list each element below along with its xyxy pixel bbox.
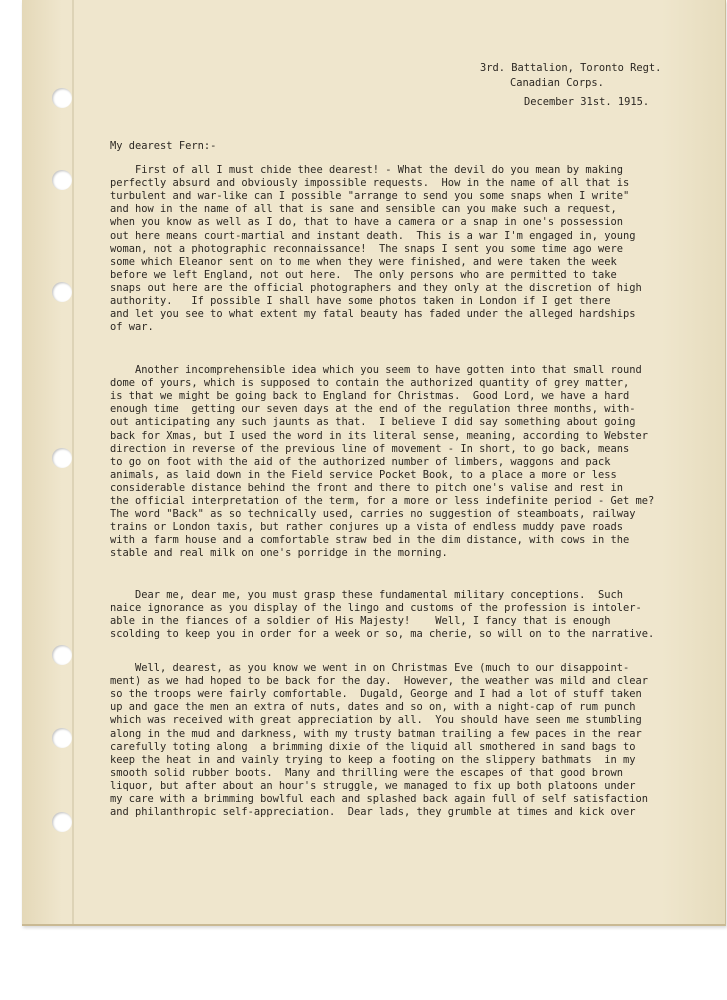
letter-line: Dear me, dear me, you must grasp these fundamental military conceptions. Such [110, 589, 623, 601]
letter-line: when you know as well as I do, that to have a camera or a snap in one's possession [110, 216, 623, 229]
binder-hole [52, 645, 72, 665]
salutation: My dearest Fern:- [110, 140, 217, 152]
binder-hole [52, 448, 72, 468]
binder-hole [52, 282, 72, 302]
letter-line: naice ignorance as you display of the lingo and customs of the profession is intoler- [110, 602, 642, 615]
letter-line: back for Xmas, but I used the word in its literal sense, meaning, according to Webster [110, 429, 648, 442]
letter-line: up and gace the men an extra of nuts, dates and so on, with a night-cap of rum punch [110, 701, 636, 714]
letter-line: liquor, but after about an hour's struggle, we managed to fix up both platoons under [110, 779, 636, 792]
letter-line: authority. If possible I shall have some photos taken in London if I get there [110, 295, 611, 307]
letter-line: perfectly absurd and obviously impossible requests. How in the name of all that is [110, 177, 630, 190]
letter-line: smooth solid rubber boots. Many and thrilling were the escapes of that good brown [110, 766, 623, 779]
letter-line: Another incomprehensible idea which you seem to have gotten into that small round [110, 364, 642, 376]
letter-line: considerable distance behind the front and there to pitch one's valise and rest in [110, 481, 623, 494]
letter-line: before we left England, not out here. The only persons who are permitted to take [110, 268, 617, 281]
binder-hole [52, 170, 72, 190]
letter-line: animals, as laid down in the Field service Pocket Book, to a place a more or less [110, 468, 617, 481]
letter-line: my care with a brimming bowlful each and splashed back again full of self satisfaction [110, 793, 648, 805]
letter-line: of war. [110, 321, 154, 334]
letter-line: stable and real milk on one's porridge in the morning. [110, 547, 448, 560]
binder-hole [52, 728, 72, 748]
letter-line: so the troops were fairly comfortable. Dugald, George and I had a lot of stuff taken [110, 688, 642, 701]
letter-line: and how in the name of all that is sane and sensible can you make such a request, [110, 203, 617, 216]
letter-line: out anticipating any such jaunts as that. I believe I did say something about going [110, 416, 636, 429]
letter-line: out here means court-martial and instant death. This is a war I'm engaged in, young [110, 229, 636, 242]
letter-line: some which Eleanor sent on to me when they were finished, and were taken the week [110, 255, 617, 268]
letter-line: and philanthropic self-appreciation. Dear lads, they grumble at times and kick over [110, 806, 636, 819]
letter-line: scolding to keep you in order for a week or so, ma cherie, so will on to the narrative. [110, 628, 655, 641]
letter-line: the official interpretation of the term, for a more or less indefinite period - Get me? [110, 495, 655, 507]
letter-line: carefully toting along a brimming dixie of the liquid all smothered in sand bags to [110, 740, 636, 753]
letter-line: dome of yours, which is supposed to contain the authorized quantity of grey matter, [110, 377, 630, 390]
letter-line: direction in reverse of the previous line of movement - In short, to go back, means [110, 442, 630, 455]
letter-line: able in the fiances of a soldier of His Majesty! Well, I fancy that is enough [110, 615, 611, 628]
letter-line: turbulent and war-like can I possible "arrange to send you some snaps when I write" [110, 190, 630, 203]
letter-line: ment) as we had hoped to be back for the day. However, the weather was mild and clear [110, 675, 648, 688]
binder-hole [52, 812, 72, 832]
letter-line: along in the mud and darkness, with my trusty batman trailing a few paces in the rear [110, 727, 642, 740]
letter-line: Well, dearest, as you know we went in on Christmas Eve (much to our disappoint- [110, 662, 630, 674]
heading-corps: Canadian Corps. [510, 77, 604, 89]
letter-line: is that we might be going back to England for Christmas. Good Lord, we have a hard [110, 390, 630, 403]
letter-line: which was received with great appreciation by all. You should have seen me stumbling [110, 714, 642, 727]
letter-line: First of all I must chide thee dearest! - What the devil do you mean by making [110, 164, 623, 176]
letter-line: keep the heat in and vainly trying to keep a footing on the slippery bathmats in my [110, 753, 636, 766]
letter-line: to go on foot with the aid of the authorized number of limbers, waggons and pack [110, 455, 611, 468]
page-edge-crease [72, 0, 74, 924]
letter-line: snaps out here are the official photographers and they only at the discretion of high [110, 281, 642, 294]
letter-line: with a farm house and a comfortable straw bed in the dim distance, with cows in the [110, 534, 630, 547]
letter-line: woman, not a photographic reconnaissance! The snaps I sent you some time ago were [110, 242, 623, 255]
heading-unit: 3rd. Battalion, Toronto Regt. [480, 62, 662, 74]
letter-line: trains or London taxis, but rather conjures up a vista of endless muddy pave roads [110, 521, 623, 534]
heading-date: December 31st. 1915. [524, 96, 650, 108]
letter-line: enough time getting our seven days at the end of the regulation three months, with- [110, 403, 636, 416]
letter-line: and let you see to what extent my fatal beauty has faded under the alleged hardships [110, 308, 636, 321]
letter-line: The word "Back" as so technically used, carries no suggestion of steamboats, railway [110, 508, 636, 521]
binder-hole [52, 88, 72, 108]
